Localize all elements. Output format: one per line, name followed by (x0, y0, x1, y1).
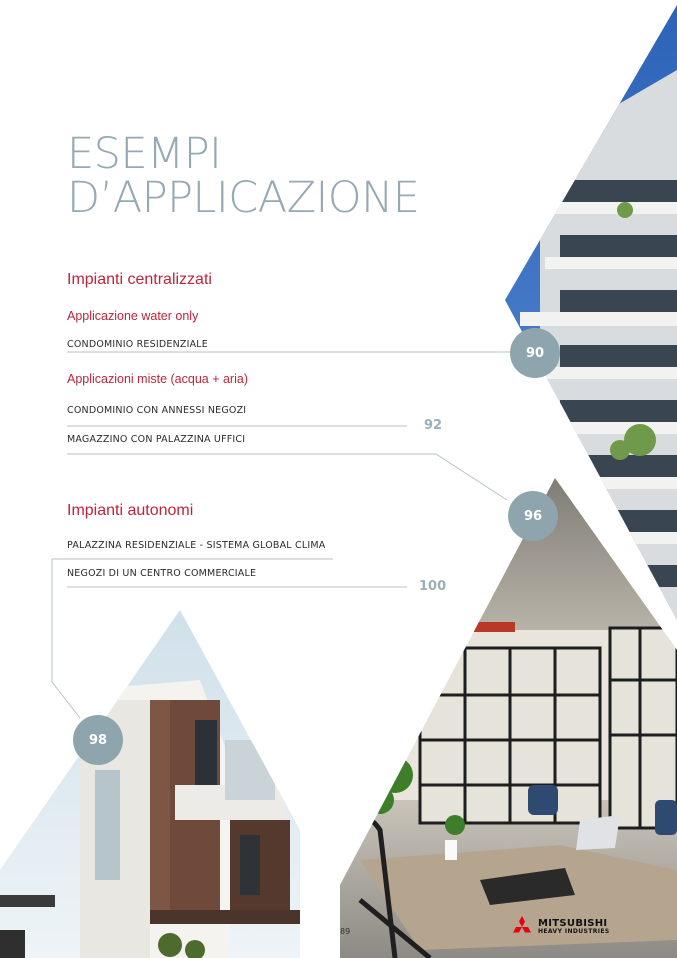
list-item-condominio-negozi[interactable]: CONDOMINIO CON ANNESSI NEGOZI (67, 405, 247, 416)
list-item-negozi-centro-commerciale[interactable]: NEGOZI DI UN CENTRO COMMERCIALE (67, 568, 257, 579)
page-number-100[interactable]: 100 (419, 579, 447, 594)
section-heading-centralized: Impianti centralizzati (67, 271, 212, 288)
page-badge-96[interactable]: 96 (508, 491, 558, 541)
page-title-line-2: D’APPLICAZIONE (67, 173, 420, 223)
residential-building-photo (0, 600, 310, 958)
section-heading-autonomous: Impianti autonomi (67, 502, 194, 519)
list-item-magazzino-uffici[interactable]: MAGAZZINO CON PALAZZINA UFFICI (67, 434, 246, 445)
three-diamonds-icon (510, 916, 534, 938)
subsection-heading-mixed: Applicazioni miste (acqua + aria) (67, 372, 248, 386)
brand-subtitle: HEAVY INDUSTRIES (538, 928, 610, 935)
office-interior-photo (340, 470, 677, 958)
page-badge-90[interactable]: 90 (510, 328, 560, 378)
list-item-condominio-residenziale[interactable]: CONDOMINIO RESIDENZIALE (67, 339, 208, 350)
page-badge-98[interactable]: 98 (73, 715, 123, 765)
page-title-line-1: ESEMPI (67, 129, 222, 179)
list-item-palazzina-global-clima[interactable]: PALAZZINA RESIDENZIALE - SISTEMA GLOBAL CLIMA (67, 540, 326, 551)
page-number-92[interactable]: 92 (424, 418, 443, 433)
brand-name: MITSUBISHI (538, 918, 608, 929)
subsection-heading-water-only: Applicazione water only (67, 309, 199, 323)
page-number: 89 (340, 927, 351, 936)
mitsubishi-logo (510, 916, 610, 938)
